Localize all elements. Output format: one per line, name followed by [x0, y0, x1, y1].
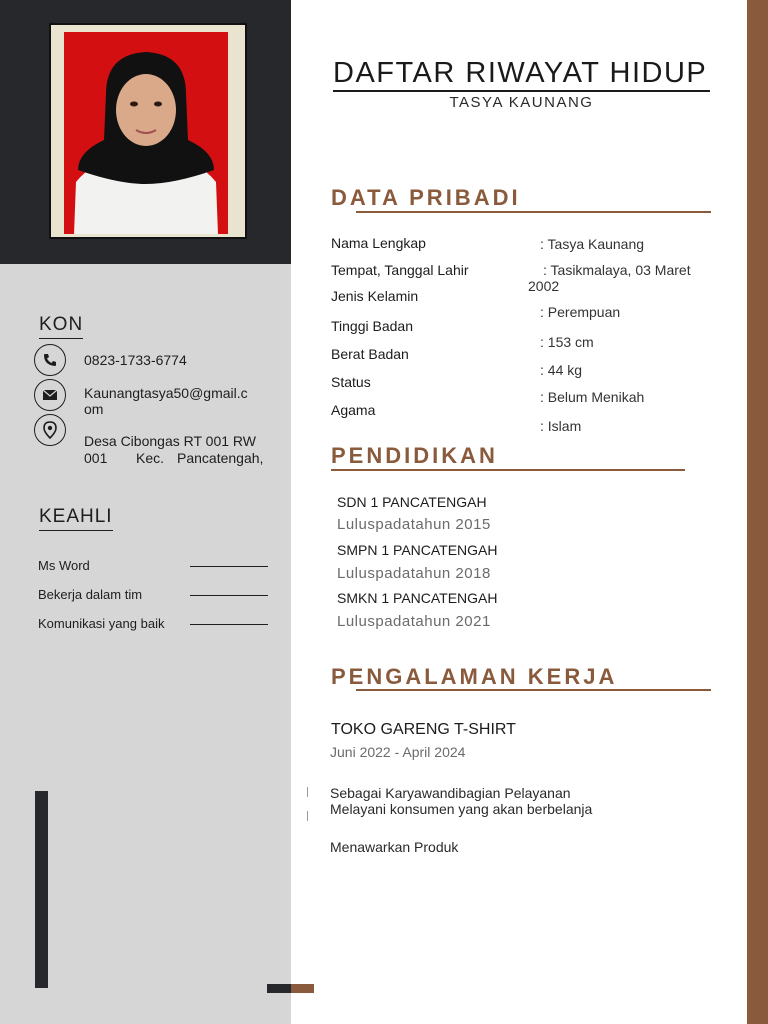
bullet-marker — [307, 787, 308, 797]
phone-icon — [34, 344, 66, 376]
skill-item: Bekerja dalam tim — [38, 587, 143, 602]
personal-label: Agama — [331, 402, 376, 418]
education-school: SDN 1 PANCATENGAH — [337, 494, 487, 510]
job-description: Sebagai Karyawandibagian Pelayanan — [330, 785, 571, 801]
personal-value: : 44 kg — [540, 362, 583, 378]
skill-item: Komunikasi yang baik — [38, 616, 165, 631]
decorative-vertical-bar — [35, 791, 48, 988]
experience-heading: PENGALAMAN KERJA — [331, 664, 618, 689]
contact-email-line2: om — [84, 401, 104, 417]
job-description: Menawarkan Produk — [330, 839, 459, 855]
education-year: Luluspadatahun 2018 — [337, 565, 491, 582]
contact-phone: 0823-1733-6774 — [84, 352, 187, 368]
contact-email-line1: Kaunangtasya50@gmail.c — [84, 385, 248, 401]
education-year: Luluspadatahun 2021 — [337, 613, 491, 630]
contact-address-line2a: 001 — [84, 450, 108, 466]
education-year: Luluspadatahun 2015 — [337, 516, 491, 533]
personal-rule — [356, 211, 711, 213]
personal-heading: DATA PRIBADI — [331, 185, 521, 210]
personal-label: Tinggi Badan — [331, 318, 413, 334]
personal-value: : Tasikmalaya, 03 Maret — [543, 262, 691, 278]
job-period: Juni 2022 - April 2024 — [330, 744, 466, 760]
job-title: TOKO GARENG T-SHIRT — [331, 721, 516, 738]
skill-line — [190, 624, 268, 625]
personal-label: Status — [331, 374, 371, 390]
page-title: DAFTAR RIWAYAT HIDUP — [333, 56, 710, 92]
personal-value: : Tasya Kaunang — [540, 236, 645, 252]
education-heading: PENDIDIKAN — [331, 443, 498, 468]
personal-label: Nama Lengkap — [331, 235, 426, 251]
decorative-brown-block — [291, 984, 314, 993]
job-description: Melayani konsumen yang akan berbelanja — [330, 801, 593, 817]
location-pin-icon — [34, 414, 66, 446]
skill-line — [190, 595, 268, 596]
education-school: SMPN 1 PANCATENGAH — [337, 542, 498, 558]
skill-line — [190, 566, 268, 567]
contact-heading: KON — [39, 314, 83, 339]
profile-photo-frame — [49, 23, 247, 239]
page-subtitle-name: TASYA KAUNANG — [449, 94, 594, 111]
personal-value: : 153 cm — [540, 334, 594, 350]
personal-value: : Belum Menikah — [540, 389, 645, 405]
skill-item: Ms Word — [38, 558, 90, 573]
experience-rule — [356, 689, 711, 691]
personal-label: Jenis Kelamin — [331, 288, 419, 304]
skills-heading: KEAHLI — [39, 506, 113, 531]
email-icon — [34, 379, 66, 411]
education-school: SMKN 1 PANCATENGAH — [337, 590, 498, 606]
personal-value-cont: 2002 — [528, 278, 560, 294]
bullet-marker — [307, 811, 308, 821]
right-accent-bar — [747, 0, 768, 1024]
personal-value: : Perempuan — [540, 304, 621, 320]
personal-value: : Islam — [540, 418, 582, 434]
profile-photo — [64, 32, 228, 234]
contact-address-line1: Desa Cibongas RT 001 RW — [84, 433, 256, 449]
contact-address-line2c: Pancatengah, — [177, 450, 264, 466]
personal-label: Berat Badan — [331, 346, 409, 362]
personal-label: Tempat, Tanggal Lahir — [331, 262, 469, 278]
contact-address-line2b: Kec. — [136, 450, 165, 466]
education-rule — [331, 469, 685, 471]
decorative-dark-block — [267, 984, 291, 993]
